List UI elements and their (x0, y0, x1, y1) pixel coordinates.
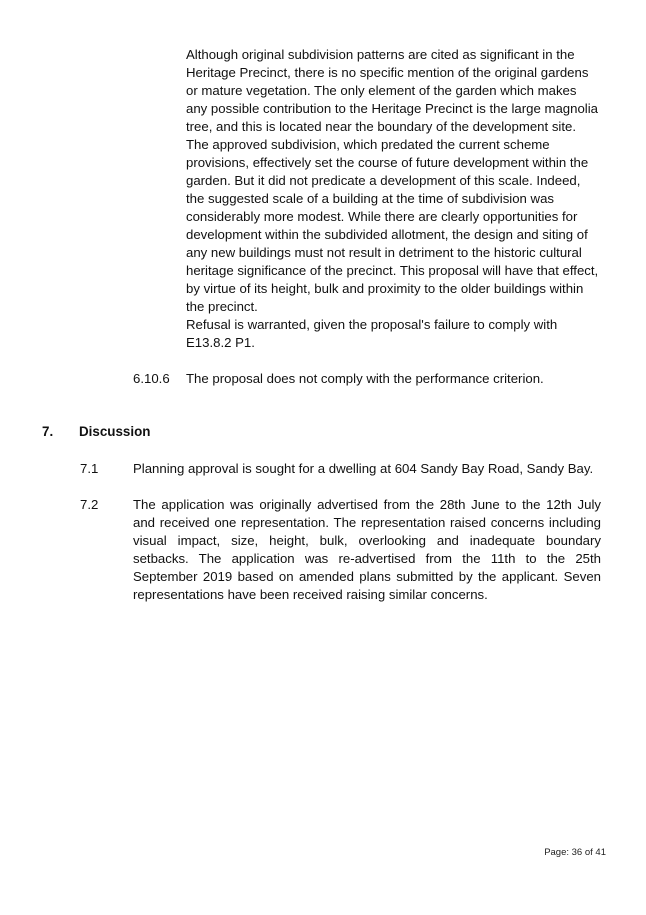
item-text: Planning approval is sought for a dwelling at 604 Sandy Bay Road, Sandy Bay. (133, 461, 594, 476)
item-text: The proposal does not comply with the performance criterion. (186, 371, 544, 386)
section-number: 7. (42, 424, 54, 439)
item-text: The application was originally advertised from the 28th June to the 12th July and received one representation. The representation raised concerns including visual impact, size, height, bulk, overlooking and inadequate boundary setbacks. The application was re-advertised from the 11th to the 25th September 2019 based on amended plans submitted by the applicant. Seven representations have been received raising similar concerns. (133, 497, 601, 602)
section-title: Discussion (79, 424, 151, 439)
refusal-paragraph: Refusal is warranted, given the proposal's failure to comply with E13.8.2 P1. (186, 317, 558, 350)
item-number: 7.2 (80, 497, 99, 512)
page-number-footer: Page: 36 of 41 (544, 847, 606, 858)
item-number: 7.1 (80, 461, 99, 476)
heritage-precinct-paragraph: Although original subdivision patterns are cited as significant in the Heritage Precinct, there is no specific mention of the original gardens or mature vegetation. The only element of the garden which makes any possible contribution to the Heritage Precinct is the large magnolia tree, and this is located near the boundary of the development site. The approved subdivision, which predated the current scheme provisions, effectively set the course of future development within the garden. But it did not predicate a development of this scale. Indeed, the suggested scale of a building at the time of subdivision was considerably more modest. While there are clearly opportunities for development within the subdivided allotment, the design and siting of any new buildings must not result in detriment to the historic cultural heritage significance of the precinct. This proposal will have that effect, by virtue of its height, bulk and proximity to the older buildings within the precinct. (186, 47, 599, 314)
item-number: 6.10.6 (133, 371, 170, 386)
